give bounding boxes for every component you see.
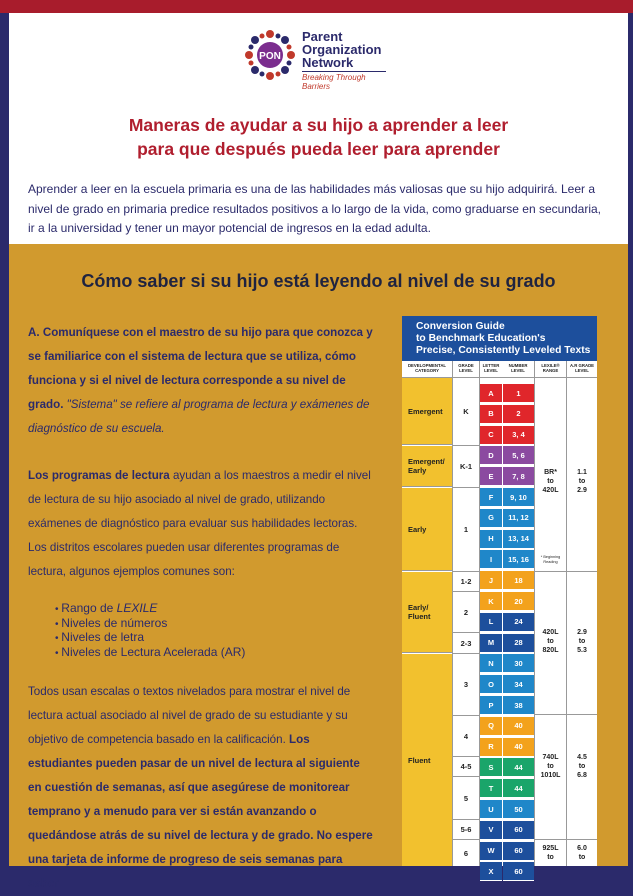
number-level-cell: 50 <box>503 800 534 819</box>
letter-level-cell: P <box>480 696 502 715</box>
cat-early-fluent: Early/ Fluent <box>402 572 452 653</box>
top-accent-bar <box>0 0 633 13</box>
letter-level-cell: H <box>480 530 502 549</box>
letter-level-cell: N <box>480 654 502 673</box>
letter-level-cell: E <box>480 467 502 486</box>
col-divider <box>452 361 453 866</box>
grade-cell: K-1 <box>453 446 479 488</box>
list-item: • Rango de LEXILE <box>55 602 245 617</box>
number-level-cell: 1 <box>503 384 534 403</box>
cat-emergent-early: Emergent/ Early <box>402 446 452 487</box>
grade-cell: 2-3 <box>453 633 479 654</box>
number-level-cell: 60 <box>503 862 534 881</box>
ar-range-2: 2.9 to 5.3 <box>577 628 587 654</box>
guide-title-line3: Precise, Consistently Leveled Texts <box>416 345 591 356</box>
col-dev-category: DEVELOPMENTAL CATEGORY <box>407 363 447 373</box>
grade-cell: 1-2 <box>453 572 479 592</box>
number-level-cell: 44 <box>503 758 534 777</box>
ar-range-4: 6.0 to <box>577 845 587 861</box>
org-tagline: Breaking Through Barriers <box>302 71 386 91</box>
letter-level-cell: T <box>480 779 502 798</box>
lexile-note: * Beginning Reading <box>540 555 561 564</box>
section-a-bold: A. Comuníquese con el maestro de su hijo para que conozca y se familiarice con el sistema de lectura que se utiliza, cómo funciona y si el nivel de lectura corresponde a su nivel de grado. <box>28 326 373 411</box>
number-level-cell: 18 <box>503 571 534 590</box>
col-divider <box>566 361 567 866</box>
section-a-italic: "Sistema" se refiere al programa de lectura y exámenes de diagnóstico de su escuela. <box>28 398 370 435</box>
lexile-range-3: 740L to 1010L <box>540 753 561 779</box>
programs-text: ayudan a los maestros a medir el nivel de lectura de su hijo asociado al nivel de grado, utilizando exámenes de diagnóstico para evaluar sus habilidades lectoras. Los distritos escolares pueden usar diferentes programas de lectura, algunos ejemplos comunes son: <box>28 469 371 578</box>
letter-level-cell: Q <box>480 717 502 736</box>
grade-cell: 5-6 <box>453 820 479 840</box>
programs-paragraph <box>28 464 373 584</box>
letter-level-cell: M <box>480 634 502 653</box>
section-heading: Cómo saber si su hijo está leyendo al nivel de su grado <box>81 271 556 291</box>
col-number-level: NUMBER LEVEL <box>508 363 528 373</box>
ar-range-3: 4.5 to 6.8 <box>577 753 587 779</box>
col-divider <box>534 361 535 866</box>
col-letter-level: LETTER LEVEL <box>482 363 500 373</box>
cat-early: Early <box>402 488 452 571</box>
pon-logo-icon <box>243 28 297 82</box>
org-name-line2: Organization <box>302 42 382 57</box>
number-level-cell: 30 <box>503 654 534 673</box>
letter-level-cell: D <box>480 446 502 465</box>
intro-paragraph: Aprender a leer en la escuela primaria es una de las habilidades más valiosas que su hijo adquirirá. Leer a nivel de grado en primaria predice resultados positivos a lo largo de la vida, como graduarse en secundaria, ir a la universidad y tener un mayor potencial de ingresos en la edad adulta. <box>28 182 601 235</box>
guide-title-line2: to Benchmark Education's <box>416 333 546 344</box>
right-border <box>628 13 633 866</box>
list-item: • Niveles de letra <box>55 631 245 646</box>
letter-level-cell: J <box>480 571 502 590</box>
ar-range-1: 1.1 to 2.9 <box>577 468 587 494</box>
closing-paragraph <box>28 680 373 896</box>
number-level-cell: 34 <box>503 675 534 694</box>
grade-cell: 3 <box>453 654 479 716</box>
letter-level-cell: V <box>480 821 502 840</box>
title-line1: Maneras de ayudar a su hijo a aprender a leer <box>128 115 509 135</box>
title-line2: para que después pueda leer para aprender <box>137 139 500 159</box>
number-level-cell: 2 <box>503 405 534 424</box>
org-name <box>302 30 381 69</box>
number-level-cell: 24 <box>503 613 534 632</box>
number-level-cell: 38 <box>503 696 534 715</box>
letter-level-cell: G <box>480 509 502 528</box>
letter-level-cell: R <box>480 738 502 757</box>
col-grade-level: GRADE LEVEL <box>458 363 474 373</box>
pon-logo <box>243 28 393 91</box>
guide-title-line1: Conversion Guide <box>416 321 505 332</box>
grade-cell: 4 <box>453 716 479 757</box>
left-border <box>0 13 9 866</box>
org-name-line1: Parent <box>302 29 343 44</box>
number-level-cell: 20 <box>503 592 534 611</box>
page-title <box>9 113 628 161</box>
number-level-cell: 40 <box>503 717 534 736</box>
number-level-cell: 28 <box>503 634 534 653</box>
lexile-range-2: 420L to 820L <box>542 628 559 654</box>
logo-mark-text: PON <box>259 51 281 62</box>
list-item: • Niveles de Lectura Acelerada (AR) <box>55 646 245 661</box>
number-level-cell: 9, 10 <box>503 488 534 507</box>
number-level-cell: 7, 8 <box>503 467 534 486</box>
org-name-line3: Network <box>302 55 354 70</box>
letter-level-cell: O <box>480 675 502 694</box>
letter-level-cell: C <box>480 426 502 445</box>
closing-bold: Los estudiantes pueden pasar de un nivel de lectura al siguiente en cuestión de semanas, así que asegúrese de monitorear temprano y a menudo para ver si están avanzando o quedándose atrás de su nivel de lectura y de grado. No espere una tarjeta de informe de progreso de seis semanas para saber <box>28 733 373 890</box>
number-level-cell: 44 <box>503 779 534 798</box>
grade-cell: K <box>453 378 479 446</box>
grade-cell: 4-5 <box>453 757 479 777</box>
number-level-cell: 13, 14 <box>503 530 534 549</box>
closing-text: Todos usan escalas o textos nivelados para mostrar el nivel de lectura actual asociado al nivel de grado de su estudiante y su objetivo de competencia basado en la calificación. <box>28 685 351 746</box>
number-level-cell: 15, 16 <box>503 550 534 569</box>
number-level-cell: 60 <box>503 821 534 840</box>
letter-level-cell: S <box>480 758 502 777</box>
letter-level-cell: X <box>480 862 502 881</box>
number-level-cell: 3, 4 <box>503 426 534 445</box>
letter-level-cell: U <box>480 800 502 819</box>
cat-emergent: Emergent <box>402 378 452 445</box>
col-divider <box>479 361 480 866</box>
letter-level-cell: W <box>480 842 502 861</box>
guide-title <box>402 316 597 361</box>
letter-level-cell: F <box>480 488 502 507</box>
number-level-cell: 11, 12 <box>503 509 534 528</box>
grade-cell: 6 <box>463 848 469 858</box>
grade-cell: 2 <box>453 592 479 633</box>
grade-cell: 1 <box>453 488 479 572</box>
list-item: • Niveles de números <box>55 617 245 632</box>
letter-level-cell: L <box>480 613 502 632</box>
col-lexile-range: LEXILE® RANGE <box>541 363 560 373</box>
conversion-guide <box>402 316 597 876</box>
programs-bold: Los programas de lectura <box>28 469 170 482</box>
lexile-range-4: 925L to <box>542 845 559 861</box>
letter-level-cell: I <box>480 550 502 569</box>
letter-level-cell: B <box>480 405 502 424</box>
cat-fluent: Fluent <box>402 654 452 866</box>
number-level-cell: 40 <box>503 738 534 757</box>
number-level-cell: 5, 6 <box>503 446 534 465</box>
letter-level-cell: A <box>480 384 502 403</box>
grade-cell: 5 <box>453 777 479 820</box>
lexile-range-1: BR* to 420L <box>542 468 559 494</box>
letter-level-cell: K <box>480 592 502 611</box>
programs-list <box>55 602 245 660</box>
section-a-paragraph <box>28 321 373 441</box>
number-level-cell: 60 <box>503 842 534 861</box>
col-ar-level: A.R GRADE LEVEL <box>569 363 595 373</box>
